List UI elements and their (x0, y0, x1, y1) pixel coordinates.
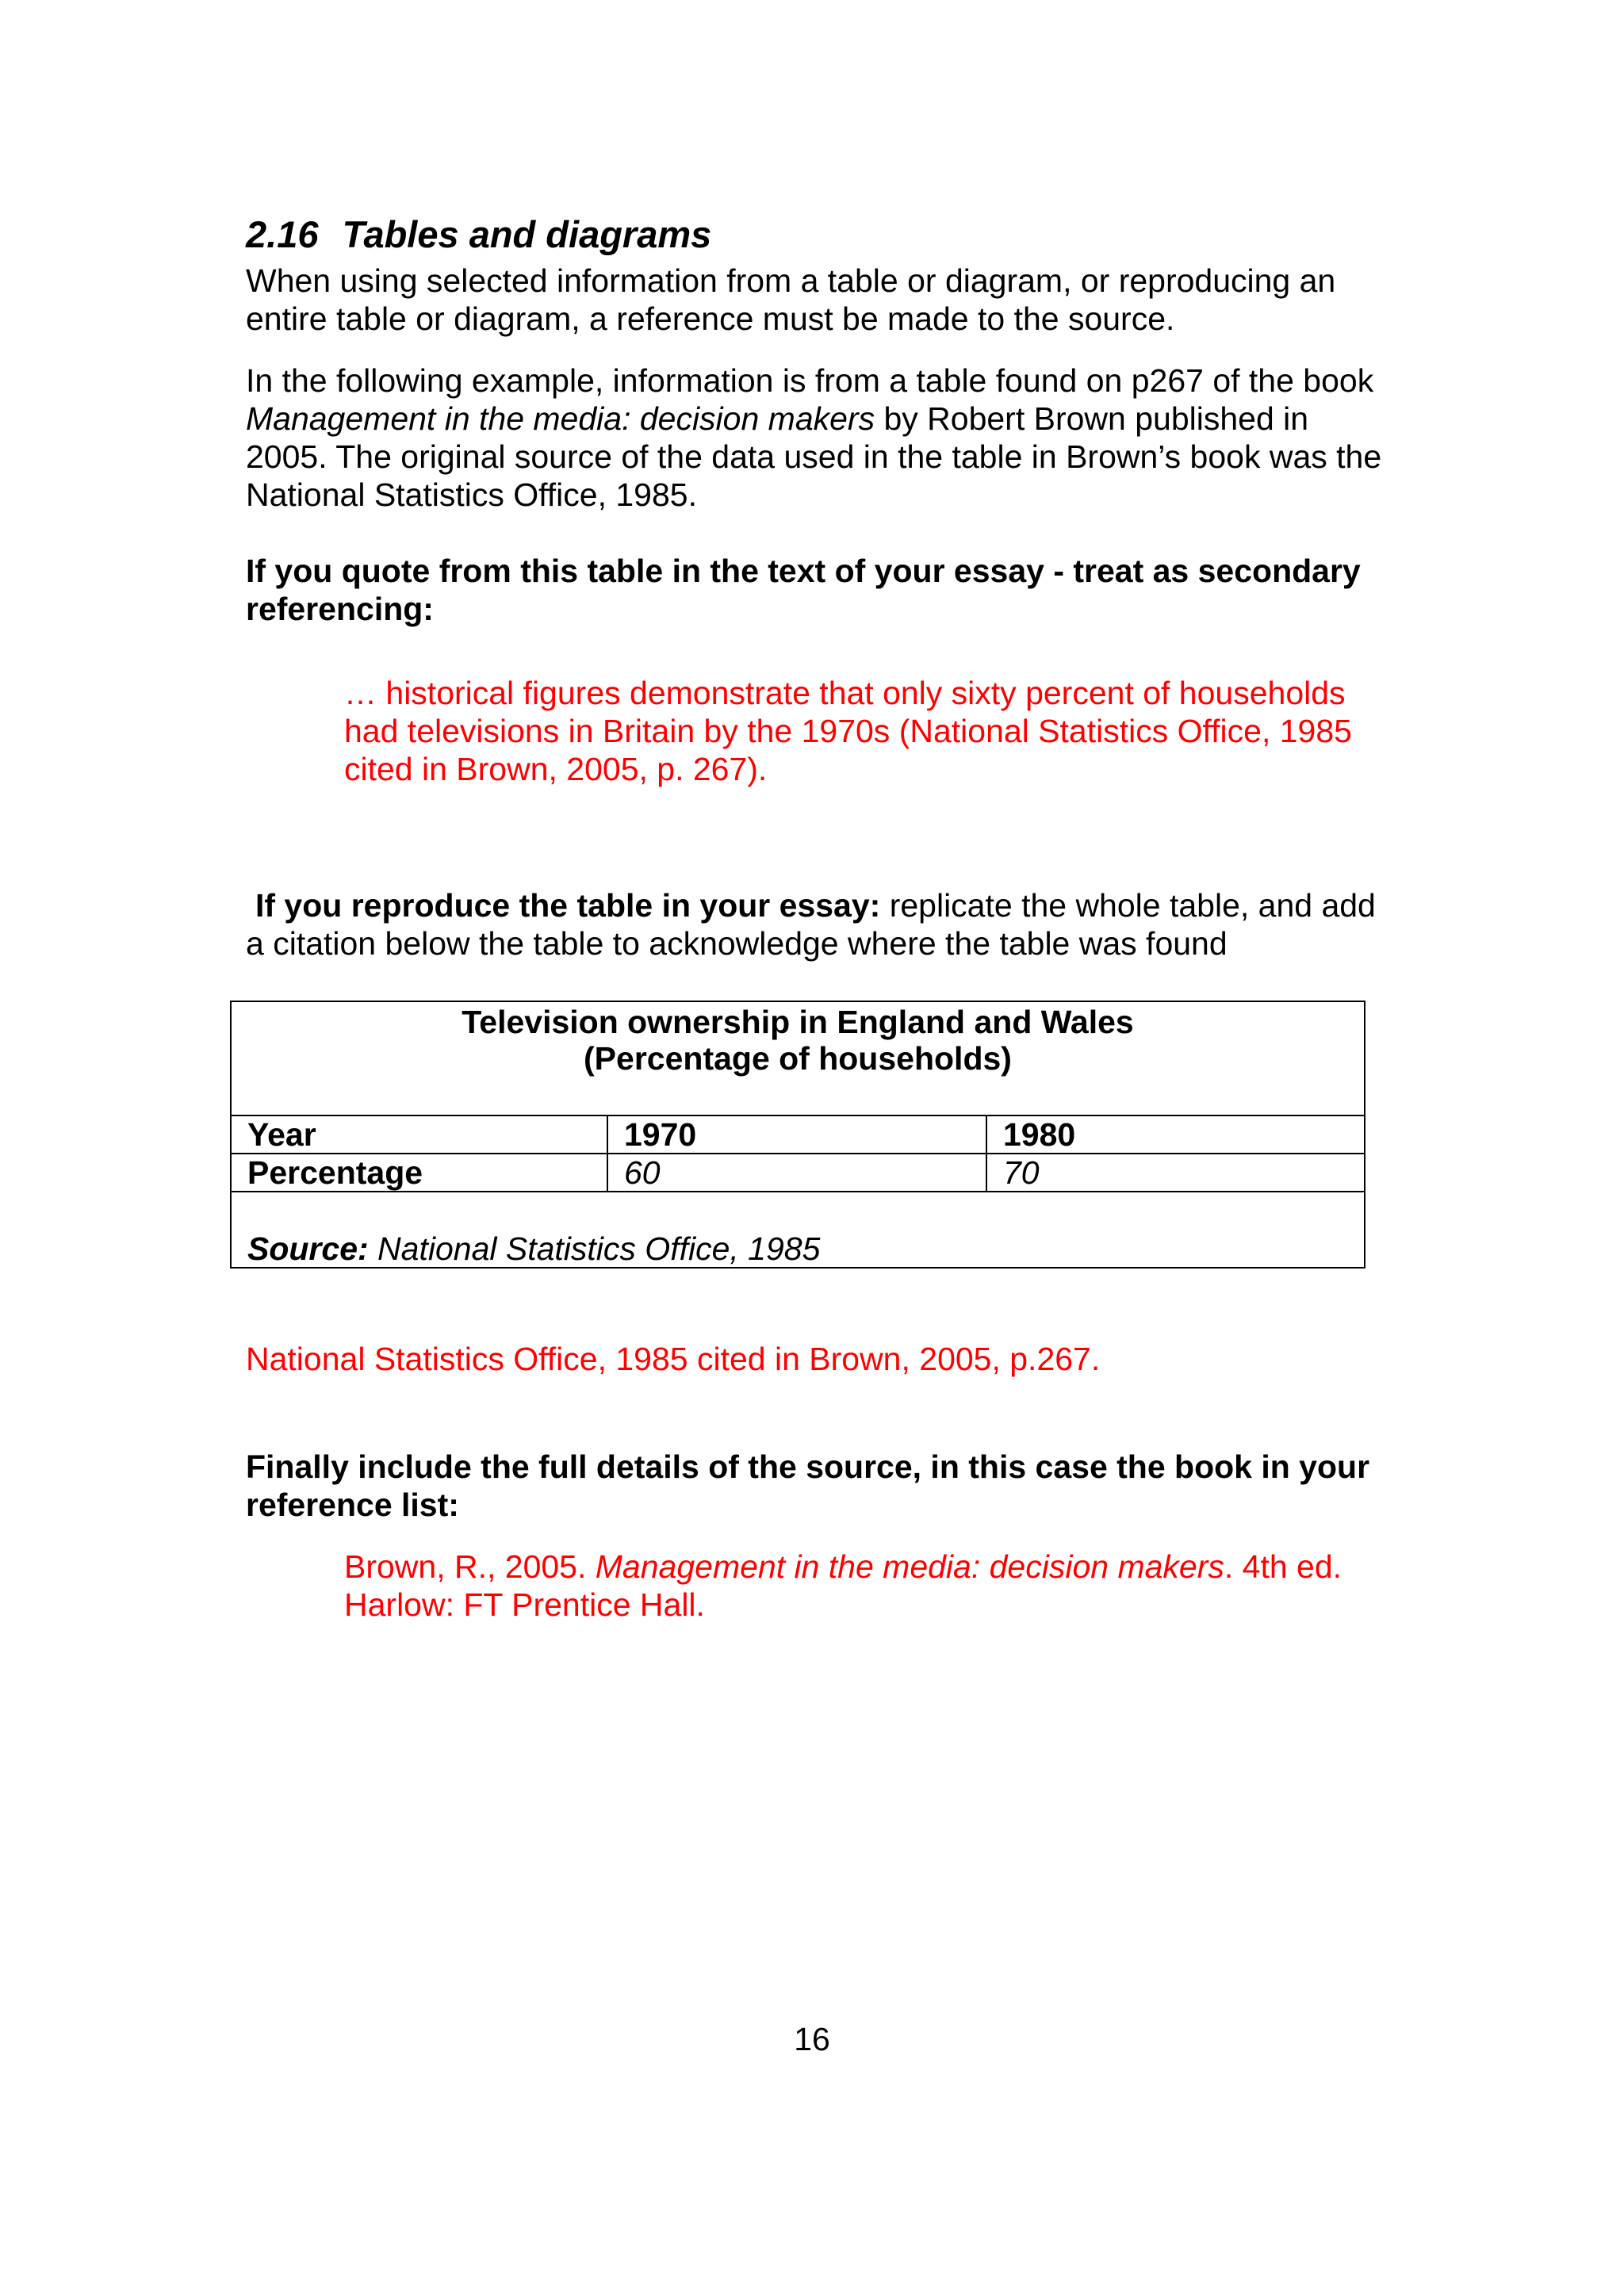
table-source-label: Source: (247, 1230, 369, 1267)
table-value-1980: 70 (986, 1154, 1365, 1192)
table-data-row (231, 1154, 1365, 1192)
table-row-label: Percentage (231, 1154, 607, 1192)
reproduce-paragraph (246, 886, 1388, 962)
tv-ownership-table (230, 1001, 1365, 1269)
reference-title: Management in the media: decision makers (595, 1548, 1224, 1585)
table-header-1980: 1980 (986, 1115, 1365, 1154)
final-instruction: Finally include the full details of the source, in this case the book in your reference list: (246, 1448, 1370, 1523)
page-number: 16 (794, 2021, 830, 2057)
example-paragraph (246, 362, 1388, 514)
intro-paragraph: When using selected information from a table or diagram, or reproducing an entire table or diagram, a reference must be made to the source. (246, 262, 1336, 337)
table-title-cell (231, 1001, 1365, 1115)
reference-entry (344, 1548, 1399, 1624)
section-number: 2.16 (246, 213, 319, 255)
section-heading (246, 211, 711, 258)
reference-publisher: Harlow: FT Prentice Hall. (344, 1586, 705, 1623)
table-citation: National Statistics Office, 1985 cited in Brown, 2005, p.267. (246, 1341, 1101, 1377)
example-book-title: Management in the media: decision makers (246, 400, 875, 437)
table-title-line-1: Television ownership in England and Wales (462, 1004, 1134, 1040)
table-header-year: Year (231, 1115, 607, 1154)
table-source-text: National Statistics Office, 1985 (368, 1230, 821, 1267)
example-suffix: by Robert Brown published in 2005. The original source of the data used in the table in Brown’s book was the National Statistics Office, 1985. (246, 400, 1382, 513)
reference-author-year: Brown, R., 2005. (344, 1548, 596, 1585)
example-prefix: In the following example, information is from a table found on p267 of the book (246, 362, 1374, 399)
section-title: Tables and diagrams (342, 213, 712, 255)
reproduce-bold: If you reproduce the table in your essay: (255, 887, 881, 924)
quote-example: … historical figures demonstrate that only sixty percent of households had televisions in Britain by the 1970s (National Statistics Office, 1985 cited in Brown, 2005, p. 267). (344, 675, 1352, 787)
table-value-1970: 60 (607, 1154, 986, 1192)
table-header-1970: 1970 (607, 1115, 986, 1154)
quote-instruction: If you quote from this table in the text of your essay - treat as secondary referencing: (246, 553, 1361, 627)
table-header-row (231, 1115, 1365, 1154)
table-title-line-2: (Percentage of households) (584, 1040, 1012, 1077)
table-source-cell (231, 1192, 1365, 1268)
reproduce-rest: replicate the whole table, and add a citation below the table to acknowledge where the table was found (246, 887, 1376, 962)
reference-edition: . 4th ed. (1224, 1548, 1342, 1585)
